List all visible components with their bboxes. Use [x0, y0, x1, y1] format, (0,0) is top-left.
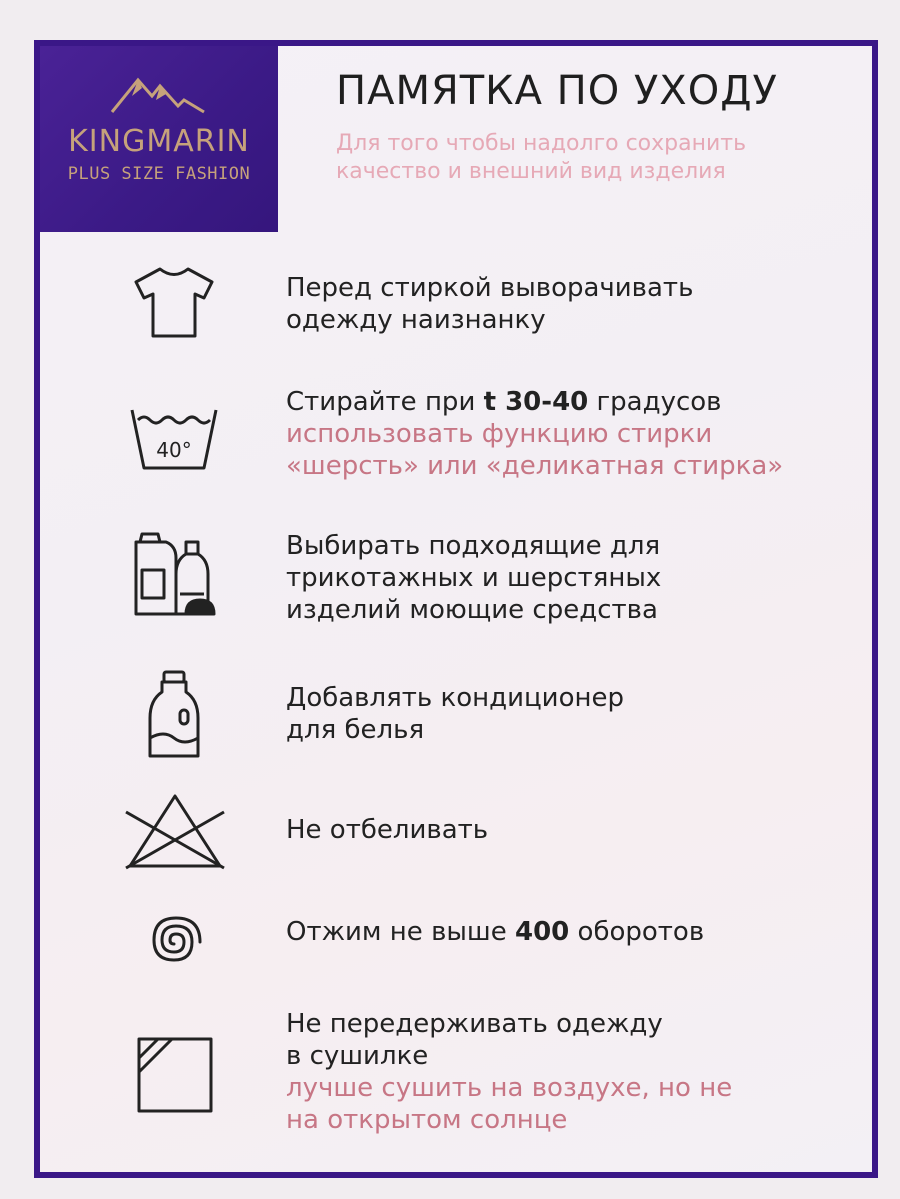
mountains-icon [108, 74, 208, 114]
page-title: ПАМЯТКА ПО УХОДУ [336, 68, 778, 114]
care-item-7-line2: в сушилке [286, 1041, 429, 1071]
care-item-5 [286, 814, 846, 846]
care-item-4 [286, 682, 846, 746]
care-item-1-line2: одежду наизнанку [286, 305, 546, 335]
care-item-7-line1: Не передерживать одежду [286, 1009, 663, 1039]
detergent-bottles-icon [130, 530, 222, 620]
care-item-2 [286, 386, 846, 482]
brand-tagline: PLUS SIZE FASHION [67, 164, 251, 184]
drying-icon [136, 1036, 214, 1114]
care-item-2-pink2: «шерсть» или «деликатная стирка» [286, 451, 784, 481]
care-item-5-line1: Не отбеливать [286, 815, 489, 845]
softener-bottle-icon [146, 668, 202, 760]
care-item-3-line2: трикотажных и шерстяных [286, 563, 662, 593]
care-item-4-line1: Добавлять кондиционер [286, 683, 624, 713]
wash-temp-label: 40° [156, 438, 192, 462]
brand-name: KINGMARIN [68, 124, 250, 159]
care-item-7-pink2: на открытом солнце [286, 1105, 568, 1135]
care-item-6-line1: Отжим не выше 400 оборотов [286, 917, 705, 947]
care-item-2-pink1: использовать функцию стирки [286, 419, 713, 449]
care-item-3-line1: Выбирать подходящие для [286, 531, 661, 561]
care-item-3 [286, 530, 846, 626]
care-item-7-pink1: лучше сушить на воздухе, но не [286, 1073, 733, 1103]
no-bleach-icon [122, 792, 228, 872]
care-item-6 [286, 916, 846, 948]
care-item-7 [286, 1008, 846, 1136]
care-item-3-line3: изделий моющие средства [286, 595, 658, 625]
wash-40-icon [128, 404, 220, 474]
care-item-2-line1: Стирайте при t 30-40 градусов [286, 387, 722, 417]
care-item-1-line1: Перед стиркой выворачивать [286, 273, 694, 303]
page-subtitle: Для того чтобы надолго сохранить качество и внешний вид изделия [336, 131, 747, 184]
tshirt-icon [132, 266, 216, 338]
care-card [34, 40, 878, 1178]
brand-logo [40, 46, 278, 232]
care-item-1 [286, 272, 846, 336]
care-item-4-line2: для белья [286, 715, 425, 745]
spin-spiral-icon [140, 908, 208, 976]
